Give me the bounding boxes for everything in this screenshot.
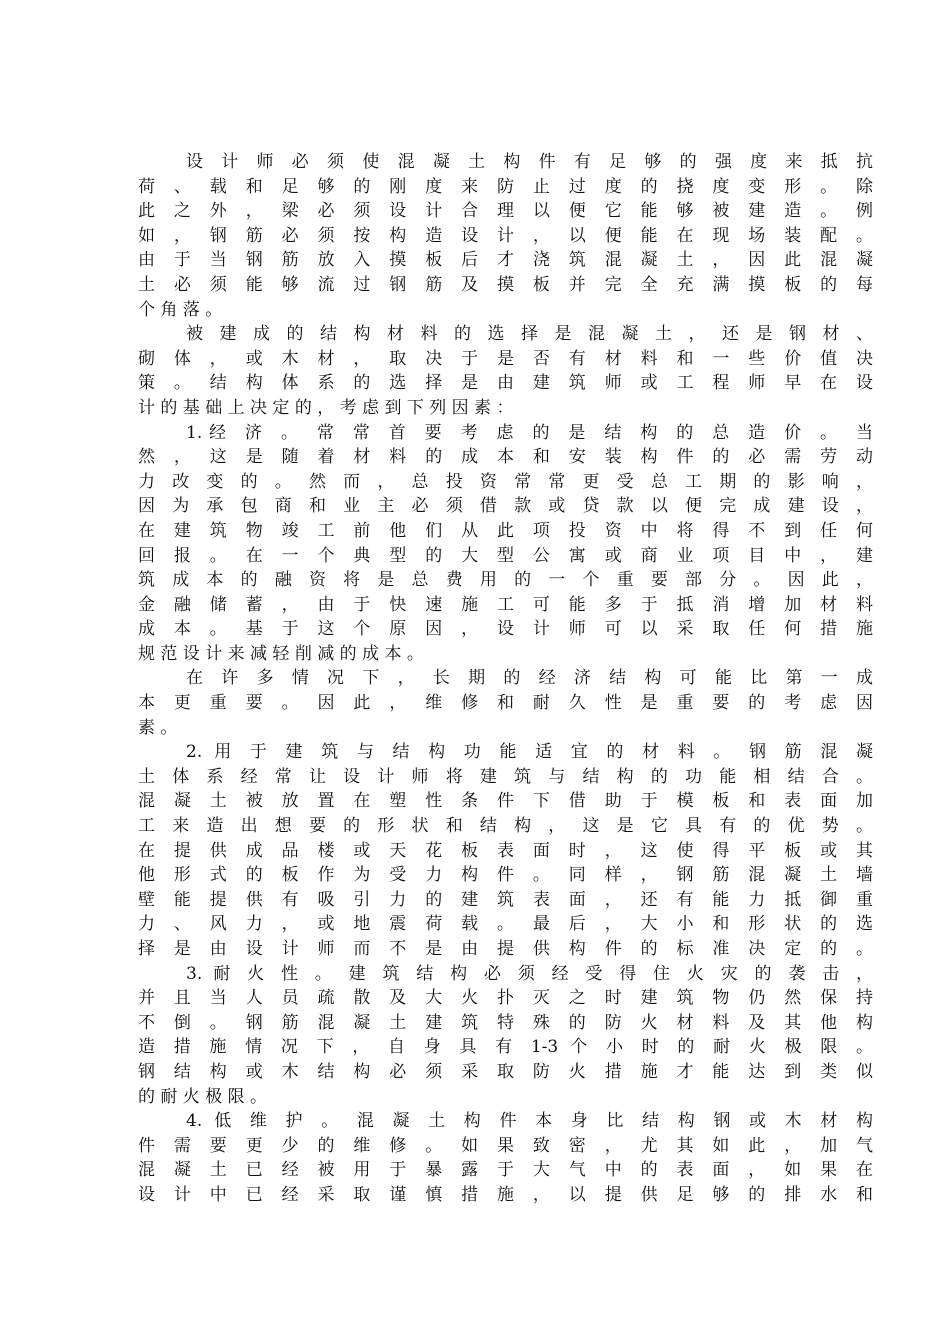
text-line: 在 提 供 成 品 楼 或 天 花 板 表 面 时 ， 这 使 得 平 板 或 其 bbox=[138, 840, 873, 861]
text-line: 4. 低 维 护 。 混 凝 土 构 件 本 身 比 结 构 钢 或 木 材 构 bbox=[186, 1111, 873, 1132]
text-line: 如 ， 钢 筋 必 须 按 构 造 设 计 ， 以 便 能 在 现 场 装 配 。 bbox=[138, 225, 873, 246]
text-line: 3. 耐 火 性 。 建 筑 结 构 必 须 经 受 得 住 火 灾 的 袭 击 ， bbox=[186, 963, 873, 984]
text-line: 设 计 师 必 须 使 混 凝 土 构 件 有 足 够 的 强 度 来 抵 抗 bbox=[186, 152, 873, 172]
text-line: 筑 成 本 的 融 资 将 是 总 费 用 的 一 个 重 要 部 分 。 因 此 ， bbox=[138, 570, 873, 591]
text-line: 件 需 要 更 少 的 维 修 。 如 果 致 密 ， 尤 其 如 此 ， 加 气 bbox=[138, 1135, 873, 1156]
text-line: 的 耐 火 极 限 。 bbox=[138, 1086, 268, 1107]
text-line: 本 更 重 要 。 因 此 ， 维 修 和 耐 久 性 是 重 要 的 考 虑 因 bbox=[138, 693, 873, 714]
text-line: 钢 结 构 或 木 结 构 必 须 采 取 防 火 措 施 才 能 达 到 类 似 bbox=[138, 1061, 873, 1082]
text-line: 荷 、 载 和 足 够 的 刚 度 来 防 止 过 度 的 挠 度 变 形 。 除 bbox=[138, 176, 873, 197]
text-line: 力 改 变 的 。 然 而 ， 总 投 资 常 常 更 受 总 工 期 的 影 响 ， bbox=[138, 471, 873, 492]
text-line: 此 之 外 ， 梁 必 须 设 计 合 理 以 便 它 能 够 被 建 造 。 例 bbox=[138, 201, 873, 222]
text-line: 由 于 当 钢 筋 放 入 摸 板 后 才 浇 筑 混 凝 土 ， 因 此 混 凝 bbox=[138, 250, 873, 271]
text-line: 策 。 结 构 体 系 的 选 择 是 由 建 筑 师 或 工 程 师 早 在 设 bbox=[138, 373, 873, 394]
text-line: 素 。 bbox=[138, 717, 178, 738]
text-line: 壁 能 提 供 有 吸 引 力 的 建 筑 表 面 ， 还 有 能 力 抵 御 重 bbox=[138, 889, 873, 910]
text-line: 混 凝 土 已 经 被 用 于 暴 露 于 大 气 中 的 表 面 ， 如 果 在 bbox=[138, 1160, 873, 1181]
text-line: 力 、 风 力 ， 或 地 震 荷 载 。 最 后 ， 大 小 和 形 状 的 选 bbox=[138, 914, 873, 935]
text-line: 然 ， 这 是 随 着 材 料 的 成 本 和 安 装 构 件 的 必 需 劳 动 bbox=[138, 447, 873, 468]
text-line: 在 许 多 情 况 下 ， 长 期 的 经 济 结 构 可 能 比 第 一 成 bbox=[186, 668, 873, 689]
text-line: 在 建 筑 物 竣 工 前 他 们 从 此 项 投 资 中 将 得 不 到 任 何 bbox=[138, 520, 873, 541]
text-line: 金 融 储 蓄 ， 由 于 快 速 施 工 可 能 多 于 抵 消 增 加 材 料 bbox=[138, 594, 873, 615]
text-line: 因 为 承 包 商 和 业 主 必 须 借 款 或 贷 款 以 便 完 成 建 设 ， bbox=[138, 496, 873, 517]
document-body bbox=[138, 150, 873, 1208]
text-line: 并 且 当 人 员 疏 散 及 大 火 扑 灭 之 时 建 筑 物 仍 然 保 持 bbox=[138, 988, 873, 1009]
text-line: 他 形 式 的 板 作 为 受 力 构 件 。 同 样 ， 钢 筋 混 凝 土 墙 bbox=[138, 865, 873, 886]
text-line: 设 计 中 已 经 采 取 谨 慎 措 施 ， 以 提 供 足 够 的 排 水 和 bbox=[138, 1184, 873, 1205]
text-line: 2. 用 于 建 筑 与 结 构 功 能 适 宜 的 材 料 。 钢 筋 混 凝 bbox=[186, 742, 873, 763]
text-line: 混 凝 土 被 放 置 在 塑 性 条 件 下 借 助 于 模 板 和 表 面 加 bbox=[138, 791, 873, 812]
text-line: 造 措 施 情 况 下 ， 自 身 具 有 1-3 个 小 时 的 耐 火 极 限 。 bbox=[138, 1037, 873, 1058]
text-line: 规 范 设 计 来 减 轻 削 减 的 成 本 。 bbox=[138, 643, 424, 664]
text-line: 择 是 由 设 计 师 而 不 是 由 提 供 构 件 的 标 准 决 定 的 。 bbox=[138, 939, 873, 959]
text-line: 土 必 须 能 够 流 过 钢 筋 及 摸 板 并 完 全 充 满 摸 板 的 每 bbox=[138, 274, 873, 295]
text-line: 成 本 。 基 于 这 个 原 因 ， 设 计 师 可 以 采 取 任 何 措 施 bbox=[138, 619, 873, 640]
text-line: 砌 体 ， 或 木 材 ， 取 决 于 是 否 有 材 料 和 一 些 价 值 决 bbox=[138, 348, 873, 369]
text-line: 回 报 。 在 一 个 典 型 的 大 型 公 寓 或 商 业 项 目 中 ， 建 bbox=[138, 545, 873, 566]
text-line: 土 体 系 经 常 让 设 计 师 将 建 筑 与 结 构 的 功 能 相 结 合 。 bbox=[138, 766, 873, 787]
text-line: 工 来 造 出 想 要 的 形 状 和 结 构 ， 这 是 它 具 有 的 优 势 。 bbox=[138, 816, 873, 837]
text-line: 个 角 落 。 bbox=[138, 299, 223, 320]
text-line: 被 建 成 的 结 构 材 料 的 选 择 是 混 凝 土 ， 还 是 钢 材 、 bbox=[186, 324, 873, 345]
text-line: 1.经 济 。 常 常 首 要 考 虑 的 是 结 构 的 总 造 价 。 当 bbox=[186, 422, 873, 443]
text-line: 不 倒 。 钢 筋 混 凝 土 建 筑 特 殊 的 防 火 材 料 及 其 他 构 bbox=[138, 1012, 873, 1033]
text-line: 计 的 基 础 上 决 定 的 ， 考 虑 到 下 列 因 素 ： bbox=[138, 397, 514, 418]
